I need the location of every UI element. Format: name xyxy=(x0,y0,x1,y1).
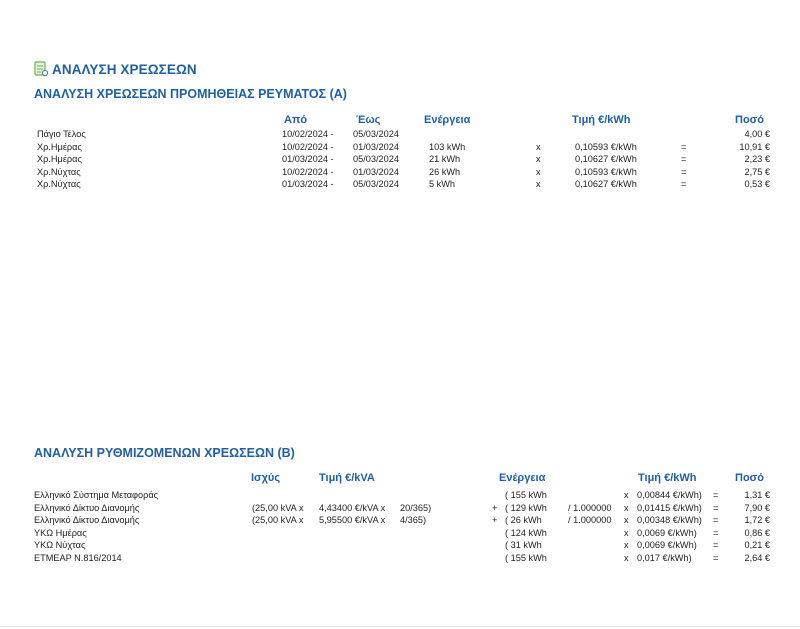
row-equals-sign: = xyxy=(713,553,719,563)
row-amount: 10,91 € xyxy=(739,142,770,152)
row-multiply-sign: x xyxy=(624,490,629,500)
row-to-date: 01/03/2024 xyxy=(353,142,399,152)
page-bottom-divider xyxy=(0,626,800,627)
row-factor: / 1.000000 xyxy=(568,503,612,513)
row-label: Ελληνικό Δίκτυο Διανομής xyxy=(34,503,140,513)
row-label: Ελληνικό Σύστημα Μεταφοράς xyxy=(34,490,159,500)
row-energy: 5 kWh xyxy=(429,179,456,189)
col-header-price: Τιμή €/kWh xyxy=(572,114,631,126)
row-equals-sign: = xyxy=(713,528,719,538)
row-equals-sign: = xyxy=(713,503,719,513)
row-to-date: 05/03/2024 xyxy=(353,179,399,189)
row-multiply-sign: x xyxy=(624,515,629,525)
row-energy: ( 129 kWh xyxy=(505,503,547,513)
row-equals-sign: = xyxy=(713,490,719,500)
section-a-title: ΑΝΑΛΥΣΗ ΧΡΕΩΣΕΩΝ ΠΡΟΜΗΘΕΙΑΣ ΡΕΥΜΑΤΟΣ (Α) xyxy=(34,87,347,101)
row-multiply-sign: x xyxy=(624,503,629,513)
row-equals-sign: = xyxy=(681,142,687,152)
row-to-date: 01/03/2024 xyxy=(353,167,399,177)
row-to-date: 05/03/2024 xyxy=(353,129,399,139)
row-amount: 0,86 € xyxy=(744,528,770,538)
col-header-amount-b: Ποσό xyxy=(735,472,764,484)
row-label: ΥΚΩ Νύχτας xyxy=(34,540,86,550)
row-power: (25,00 kVA x xyxy=(252,503,304,513)
document-header xyxy=(34,61,197,77)
row-energy: ( 155 kWh xyxy=(505,553,547,563)
row-energy: ( 155 kWh xyxy=(505,490,547,500)
row-equals-sign: = xyxy=(713,515,719,525)
row-days-ratio: 4/365) xyxy=(400,515,427,525)
page-title: ΑΝΑΛΥΣΗ ΧΡΕΩΣΕΩΝ xyxy=(52,61,197,77)
row-equals-sign: = xyxy=(681,179,687,189)
row-amount: 2,23 € xyxy=(744,154,770,164)
row-unit-price: 0,10627 €/kWh xyxy=(575,179,637,189)
row-factor: / 1.000000 xyxy=(568,515,612,525)
row-unit-price: 0,0069 €/kWh) xyxy=(637,528,697,538)
row-kva-price: 5,95500 €/kVA x xyxy=(319,515,386,525)
row-unit-price: 0,0069 €/kWh) xyxy=(637,540,697,550)
row-label: Πάγιο Τέλος xyxy=(37,129,86,139)
row-multiply-sign: x xyxy=(536,167,541,177)
row-power: (25,00 kVA x xyxy=(252,515,304,525)
row-label: Χρ.Νύχτας xyxy=(37,179,81,189)
document-icon xyxy=(34,61,48,77)
col-header-power: Ισχύς xyxy=(251,472,281,484)
col-header-amount: Ποσό xyxy=(735,114,764,126)
row-label: Χρ.Ημέρας xyxy=(37,154,82,164)
row-plus-sign: + xyxy=(492,503,498,513)
col-header-energy-b: Ενέργεια xyxy=(499,472,546,484)
row-energy: 21 kWh xyxy=(429,154,461,164)
row-to-date: 05/03/2024 xyxy=(353,154,399,164)
row-unit-price: 0,10593 €/kWh xyxy=(575,167,637,177)
row-unit-price: 0,00348 €/kWh) xyxy=(637,515,702,525)
row-amount: 2,75 € xyxy=(744,167,770,177)
row-multiply-sign: x xyxy=(536,179,541,189)
row-amount: 1,72 € xyxy=(744,515,770,525)
col-header-price-kva: Τιμή €/kVA xyxy=(319,472,375,484)
row-multiply-sign: x xyxy=(624,528,629,538)
row-from-date: 01/03/2024 - xyxy=(282,179,334,189)
row-multiply-sign: x xyxy=(624,540,629,550)
row-kva-price: 4,43400 €/kVA x xyxy=(319,503,386,513)
row-from-date: 10/02/2024 - xyxy=(282,129,334,139)
row-from-date: 10/02/2024 - xyxy=(282,167,334,177)
row-label: Ελληνικό Δίκτυο Διανομής xyxy=(34,515,140,525)
row-multiply-sign: x xyxy=(536,142,541,152)
row-amount: 4,00 € xyxy=(744,129,770,139)
row-amount: 2,64 € xyxy=(744,553,770,563)
row-label: ΕΤΜΕΑΡ Ν.816/2014 xyxy=(34,553,122,563)
row-equals-sign: = xyxy=(713,540,719,550)
col-header-to: Έως xyxy=(356,114,381,126)
row-multiply-sign: x xyxy=(624,553,629,563)
row-label: Χρ.Ημέρας xyxy=(37,142,82,152)
row-energy: ( 31 kWh xyxy=(505,540,542,550)
row-equals-sign: = xyxy=(681,154,687,164)
row-from-date: 01/03/2024 - xyxy=(282,154,334,164)
section-b-title: ΑΝΑΛΥΣΗ ΡΥΘΜΙΖΟΜΕΝΩΝ ΧΡΕΩΣΕΩΝ (Β) xyxy=(34,446,295,460)
row-amount: 0,53 € xyxy=(744,179,770,189)
row-label: Χρ.Νύχτας xyxy=(37,167,81,177)
row-amount: 0,21 € xyxy=(744,540,770,550)
row-unit-price: 0,10593 €/kWh xyxy=(575,142,637,152)
row-unit-price: 0,00844 €/kWh) xyxy=(637,490,702,500)
row-amount: 7,90 € xyxy=(744,503,770,513)
row-energy: ( 124 kWh xyxy=(505,528,547,538)
row-plus-sign: + xyxy=(492,515,498,525)
row-unit-price: 0,017 €/kWh) xyxy=(637,553,692,563)
row-days-ratio: 20/365) xyxy=(400,503,432,513)
row-from-date: 10/02/2024 - xyxy=(282,142,334,152)
row-multiply-sign: x xyxy=(536,154,541,164)
row-unit-price: 0,01415 €/kWh) xyxy=(637,503,702,513)
row-unit-price: 0,10627 €/kWh xyxy=(575,154,637,164)
row-energy: 26 kWh xyxy=(429,167,461,177)
row-label: ΥΚΩ Ημέρας xyxy=(34,528,87,538)
row-equals-sign: = xyxy=(681,167,687,177)
col-header-energy: Ενέργεια xyxy=(424,114,471,126)
row-energy: 103 kWh xyxy=(429,142,466,152)
row-energy: ( 26 kWh xyxy=(505,515,542,525)
col-header-from: Από xyxy=(284,114,308,126)
col-header-price-kwh: Τιμή €/kWh xyxy=(638,472,697,484)
row-amount: 1,31 € xyxy=(744,490,770,500)
